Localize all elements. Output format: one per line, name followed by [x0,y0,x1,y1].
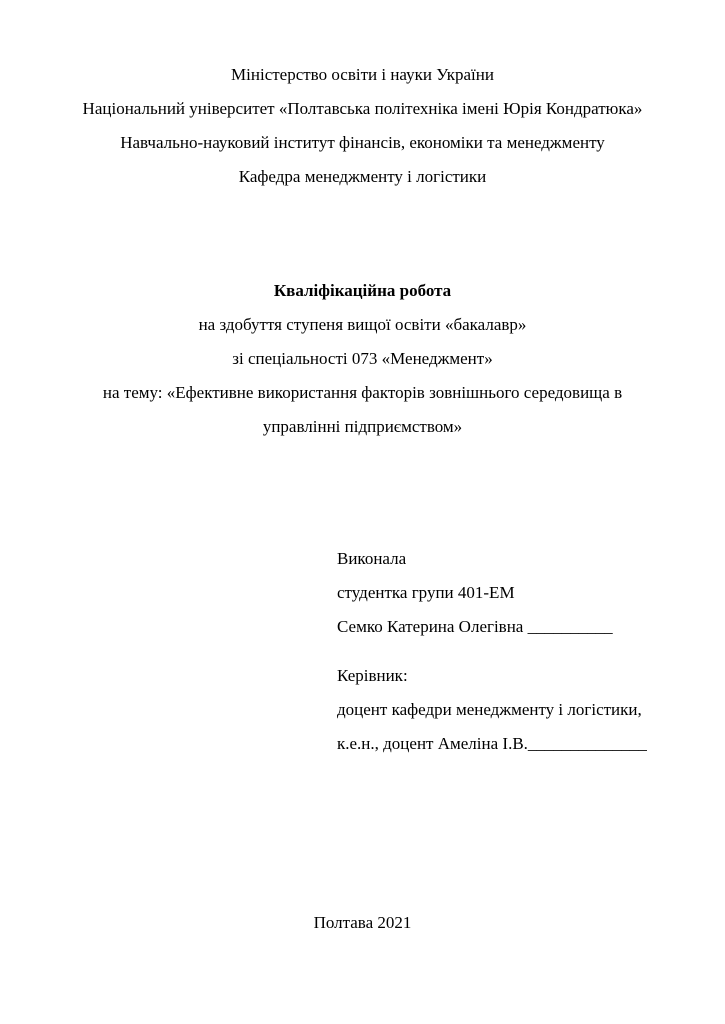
supervisor-block [337,659,725,761]
ministry-line: Міністерство освіти і науки України [231,65,494,84]
author-name-line: Семко Катерина Олегівна __________ [337,617,613,636]
university-line: Національний університет «Полтавська політехніка імені Юрія Кондратюка» [82,99,643,118]
specialty-line: зі спеціальності 073 «Менеджмент» [232,349,493,368]
author-group-line: студентка групи 401-ЕМ [337,583,515,602]
work-title-block [0,274,725,444]
institute-line: Навчально-науковий інститут фінансів, економіки та менеджменту [120,133,605,152]
degree-line: на здобуття ступеня вищої освіти «бакалавр» [198,315,527,334]
author-block [337,542,725,644]
topic-line-1: на тему: «Ефективне використання факторів зовнішнього середовища в [102,383,623,402]
institution-header [0,0,725,194]
topic-line-2: управлінні підприємством» [262,417,463,436]
supervisor-name-line: к.е.н., доцент Амеліна І.В.______________ [337,734,647,753]
city-year: Полтава 2021 [313,913,412,932]
supervisor-position-line: доцент кафедри менеджменту і логістики, [337,700,642,719]
page-footer [0,906,725,940]
work-type-title: Кваліфікаційна робота [273,281,452,300]
department-line: Кафедра менеджменту і логістики [238,167,487,186]
supervisor-role-line: Керівник: [337,666,408,685]
author-role-line: Виконала [337,549,407,568]
